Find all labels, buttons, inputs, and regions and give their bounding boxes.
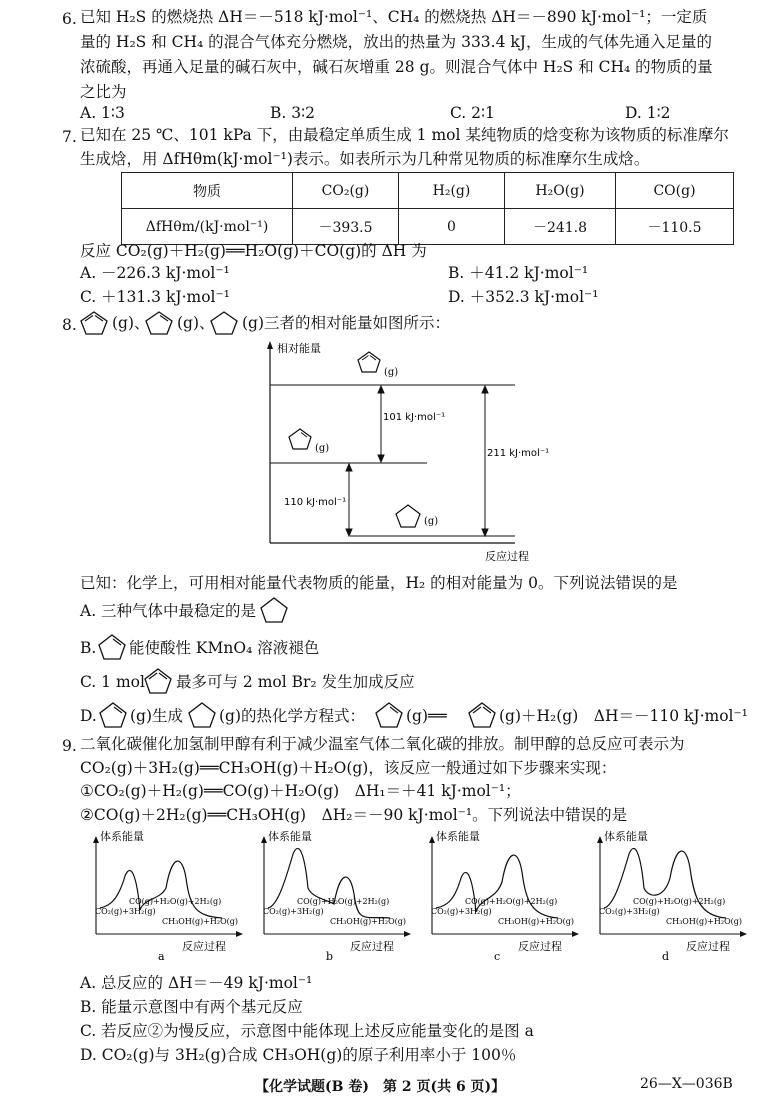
graph-y-label: 体系能量 [604,830,648,843]
q6-number: 6. [62,10,77,28]
state-reactants: CO₂(g)+3H₂(g) [599,907,660,916]
table-header-cell: CO₂(g) [293,173,399,209]
arrow-110 [346,464,352,536]
graph-x-label: 反应过程 [518,940,562,953]
q8-option-d-tail: (g)＋H₂(g) ΔH＝－110 kJ·mol⁻¹ [499,707,748,725]
table-cell: 0 [399,209,505,245]
q7-option-a: A. －226.3 kJ·mol⁻¹ [80,264,230,282]
q6-option-b: B. 3∶2 [270,104,316,122]
q8-stem-sep2: (g)、 [177,314,215,332]
ring-ane [396,505,420,527]
graph-y-arrow [429,836,435,843]
x-axis-label: 反应过程 [485,550,529,563]
q7-number: 7. [62,128,77,146]
q8-option-c-prefix: C. 1 mol [80,673,145,691]
graph-x-arrow [740,931,747,937]
cyclopentadiene-icon [142,667,174,695]
graph-x-arrow [572,931,579,937]
cyclopentene-icon [373,701,405,729]
state-reactants: CO₂(g)+3H₂(g) [95,907,156,916]
q8-option-b-prefix: B. [80,639,97,657]
q6-option-d: D. 1∶2 [625,104,671,122]
q6-line3: 浓硫酸，再通入足量的碱石灰中，碱石灰增重 28 g。则混合气体中 H₂S 和 CH₄ 的物质的量 [80,58,713,76]
q8-stem-sep1: (g)、 [112,314,150,332]
q7-stem: 反应 CO₂(g)＋H₂(g)══H₂O(g)＋CO(g)的 ΔH 为 [80,242,427,260]
graph-y-label: 体系能量 [436,830,480,843]
q7-option-d: D. ＋352.3 kJ·mol⁻¹ [448,288,599,306]
footer-page-info: 【化学试题(B 卷) 第 2 页(共 6 页)】 [255,1079,506,1095]
graph-x-arrow [236,931,243,937]
state-products: CH₃OH(g)+H₂O(g) [666,917,743,926]
ring-ene [289,429,311,449]
q8-option-d-mid2: (g)的热化学方程式： [219,707,366,725]
cyclopentadiene-icon [466,701,498,729]
state-reactants: CO₂(g)+3H₂(g) [263,907,324,916]
graph-x-arrow [404,931,411,937]
state-products: CH₃OH(g)+H₂O(g) [162,917,239,926]
graph-y-arrow [261,836,267,843]
enthalpy-table [121,172,734,245]
q7-option-c: C. ＋131.3 kJ·mol⁻¹ [80,288,230,306]
ring-diene [358,352,380,372]
cyclopentene-icon [96,633,128,661]
state-products: CH₃OH(g)+H₂O(g) [498,917,575,926]
state-intermediate: CO(g)+H₂O(g)+2H₂(g) [465,897,558,906]
q8-option-a: A. 三种气体中最稳定的是 [80,602,257,620]
q9-number: 9. [62,737,77,755]
state-products: CH₃OH(g)+H₂O(g) [330,917,407,926]
graph-y-label: 体系能量 [100,830,144,843]
q8-stem-tail: (g)三者的相对能量如图所示： [242,314,451,332]
table-row [122,209,734,245]
cyclopentane-icon [186,701,218,729]
q8-option-b-text: 能使酸性 KMnO₄ 溶液褪色 [129,639,320,657]
graph-x-label: 反应过程 [350,940,394,953]
state-intermediate: CO(g)+H₂O(g)+2H₂(g) [297,897,390,906]
graph-letter: c [494,950,501,963]
state-intermediate: CO(g)+H₂O(g)+2H₂(g) [633,897,726,906]
state-reactants: CO₂(g)+3H₂(g) [431,907,492,916]
y-axis-label: 相对能量 [277,342,321,355]
y-axis-arrow [267,341,273,349]
table-header-cell: CO(g) [616,173,734,209]
cyclopentadiene-icon [78,310,110,336]
q8-option-d-mid3: (g)══ [406,707,447,725]
q7-line2: 生成焓，用 ΔfHθm(kJ·mol⁻¹)表示。如表所示为几种常见物质的标准摩尔生成焓。 [80,150,650,168]
table-header-cell: H₂(g) [399,173,505,209]
q9-line1: 二氧化碳催化加氢制甲醇有利于减少温室气体二氧化碳的排放。制甲醇的总反应可表示为 [80,735,685,753]
table-header-cell: H₂O(g) [505,173,616,209]
q8-option-d-prefix: D. [80,707,97,725]
q9-option-b: B. 能量示意图中有两个基元反应 [80,998,303,1016]
q8-known: 已知：化学上，可用相对能量代表物质的能量，H₂ 的相对能量为 0。下列说法错误的是 [80,574,678,592]
graph-letter: b [326,950,334,963]
graph-x-label: 反应过程 [182,940,226,953]
q9-line2: CO₂(g)＋3H₂(g)══CH₃OH(g)＋H₂O(g)，该反应一般通过如下步骤来实现： [80,759,617,777]
q7-option-b: B. ＋41.2 kJ·mol⁻¹ [448,264,589,282]
label-101: 101 kJ·mol⁻¹ [383,412,446,423]
state-intermediate: CO(g)+H₂O(g)+2H₂(g) [129,897,222,906]
q8-option-c-text: 最多可与 2 mol Br₂ 发生加成反应 [176,673,415,691]
cyclopentene-icon [143,310,175,336]
q9-option-d: D. CO₂(g)与 3H₂(g)合成 CH₃OH(g)的原子利用率小于 100％ [80,1046,517,1064]
label-211: 211 kJ·mol⁻¹ [487,448,550,459]
g-label-ene: (g) [315,443,330,454]
g-label-ane: (g) [424,516,439,527]
q6-option-a: A. 1∶3 [80,104,125,122]
q6-line2: 量的 H₂S 和 CH₄ 的混合气体充分燃烧，放出的热量为 333.4 kJ，生成的气体先通入足量的 [80,33,712,51]
q6-line4: 之比为 [80,83,127,101]
energy-graphs [92,828,762,963]
q7-line1: 已知在 25 ℃、101 kPa 下，由最稳定单质生成 1 mol 某纯物质的焓变称为该物质的标准摩尔 [80,126,729,144]
q9-line4: ②CO(g)＋2H₂(g)══CH₃OH(g) ΔH₂＝－90 kJ·mol⁻¹。下列说法中错误的是 [80,806,628,824]
graph-letter: d [662,950,670,963]
table-header-row [122,173,734,209]
cyclopentene-icon [97,701,129,729]
q6-line1: 已知 H₂S 的燃烧热 ΔH＝－518 kJ·mol⁻¹、CH₄ 的燃烧热 ΔH＝－890 kJ·mol⁻¹；一定质 [80,8,708,26]
table-cell: －241.8 [505,209,616,245]
graph-letter: a [158,950,165,963]
q8-number: 8. [62,316,77,334]
graph-y-label: 体系能量 [268,830,312,843]
cyclopentane-icon [208,310,240,336]
q6-option-c: C. 2∶1 [450,104,495,122]
table-header-cell: 物质 [122,173,293,209]
footer-code: 26—X—036B [640,1076,733,1092]
q9-line3: ①CO₂(g)＋H₂(g)══CO(g)＋H₂O(g) ΔH₁＝＋41 kJ·mol⁻¹； [80,782,521,800]
graph-y-arrow [93,836,99,843]
q8-option-d-mid1: (g)生成 [130,707,184,725]
g-label-diene: (g) [384,367,399,378]
table-cell: －393.5 [293,209,399,245]
table-row-label: ΔfHθm/(kJ·mol⁻¹) [122,209,293,245]
q9-option-c: C. 若反应②为慢反应，示意图中能体现上述反应能量变化的是图 a [80,1022,534,1040]
graph-y-arrow [597,836,603,843]
graph-x-label: 反应过程 [686,940,730,953]
arrow-101 [378,386,384,462]
q9-option-a: A. 总反应的 ΔH＝－49 kJ·mol⁻¹ [80,974,313,992]
arrow-211 [482,386,488,536]
table-cell: －110.5 [616,209,734,245]
label-110: 110 kJ·mol⁻¹ [284,497,347,508]
cyclopentane-icon [258,596,290,624]
relative-energy-diagram [265,335,565,567]
